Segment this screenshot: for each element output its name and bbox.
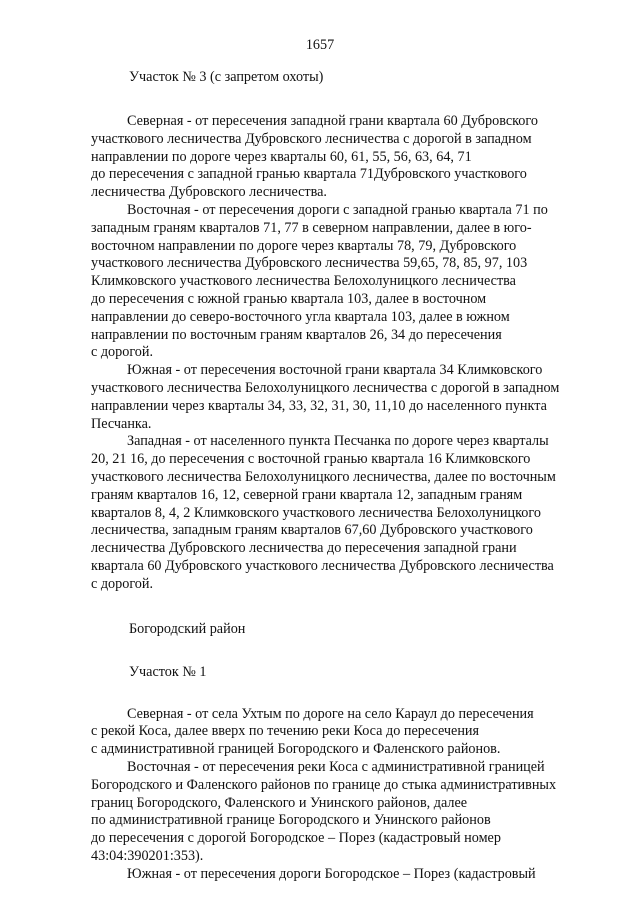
text-line: с рекой Коса, далее вверх по течению реки Коса до пересечения [91, 723, 480, 740]
text-line: до пересечения с западной гранью квартала 71Дубровского участкового [91, 166, 527, 183]
text-line: по административной границе Богородского и Унинского районов [91, 812, 491, 829]
paragraph [91, 113, 601, 202]
text-line: кварталов 8, 4, 2 Климковского участкового лесничества Белохолуницкого [91, 504, 541, 521]
text-line: Северная - от села Ухтым по дороге на село Караул до пересечения [127, 705, 534, 722]
text-line: Восточная - от пересечения реки Коса с административной границей [127, 758, 545, 775]
section-heading-plot-1: Участок № 1 [129, 663, 207, 680]
text-line: лесничества Дубровского лесничества до пересечения западной грани [91, 540, 517, 557]
text-line: участкового лесничества Дубровского лесничества с дорогой в западном [91, 130, 532, 147]
text-line: восточном направлении по дороге через кварталы 78, 79, Дубровского [91, 237, 517, 254]
text-line: западным граням кварталов 71, 77 в северном направлении, далее в юго- [91, 219, 532, 236]
text-line: Западная - от населенного пункта Песчанка по дороге через кварталы [127, 433, 549, 450]
text-line: до пересечения с дорогой Богородское – Порез (кадастровый номер [91, 830, 501, 847]
page-number: 1657 [305, 37, 335, 53]
text-line: направлении через кварталы 34, 33, 32, 31, 30, 11,10 до населенного пункта [91, 397, 547, 414]
text-line: Северная - от пересечения западной грани квартала 60 Дубровского [127, 113, 538, 129]
text-line: с дорогой. [91, 344, 154, 361]
text-line: направлении до северо-восточного угла квартала 103, далее в южном [91, 308, 510, 325]
text-line: с административной границей Богородского и Фаленского районов. [91, 741, 501, 758]
text-line: участкового лесничества Белохолуницкого лесничества с дорогой в западном [91, 379, 560, 396]
paragraph [91, 433, 601, 593]
text-line: Южная - от пересечения дороги Богородское – Порез (кадастровый [127, 865, 536, 882]
paragraph [91, 362, 601, 433]
text-line: Южная - от пересечения восточной грани квартала 34 Климковского [127, 362, 543, 379]
text-line: Климковского участкового лесничества Белохолуницкого лесничества [91, 273, 516, 290]
text-line: Богородского и Фаленского районов по границе до стыка административных [91, 776, 557, 793]
section2-paragraphs [91, 706, 601, 884]
paragraph [91, 706, 601, 759]
section-heading-plot-3: Участок № 3 (с запретом охоты) [129, 69, 324, 85]
paragraph [91, 759, 601, 866]
text-line: квартала 60 Дубровского участкового лесничества Дубровского лесничества [91, 557, 554, 574]
text-line: лесничества Дубровского лесничества. [91, 184, 327, 201]
text-line: Песчанка. [91, 415, 152, 432]
text-line: 43:04:390201:353). [91, 847, 204, 864]
text-line: направлении по восточным граням кварталов 26, 34 до пересечения [91, 326, 502, 343]
paragraph [91, 866, 601, 884]
text-line: Восточная - от пересечения дороги с западной гранью квартала 71 по [127, 201, 548, 218]
paragraph [91, 202, 601, 362]
district-heading: Богородский район [129, 620, 246, 637]
text-line: граням кварталов 16, 12, северной грани квартала 12, западным граням [91, 486, 523, 503]
section1-paragraphs [91, 113, 601, 594]
text-line: 20, 21 16, до пересечения с восточной гранью квартала 16 Климковского [91, 451, 531, 468]
text-line: границ Богородского, Фаленского и Унинского районов, далее [91, 794, 468, 811]
text-line: участкового лесничества Белохолуницкого лесничества, далее по восточным [91, 468, 556, 485]
text-line: лесничества, западным граням кварталов 67,60 Дубровского участкового [91, 522, 533, 539]
text-line: до пересечения с южной гранью квартала 103, далее в восточном [91, 290, 487, 307]
text-line: с дорогой. [91, 575, 154, 592]
document-body [91, 68, 601, 883]
text-line: участкового лесничества Дубровского лесничества 59,65, 78, 85, 97, 103 [91, 255, 528, 272]
text-line: направлении по дороге через кварталы 60, 61, 55, 56, 63, 64, 71 [91, 148, 472, 165]
